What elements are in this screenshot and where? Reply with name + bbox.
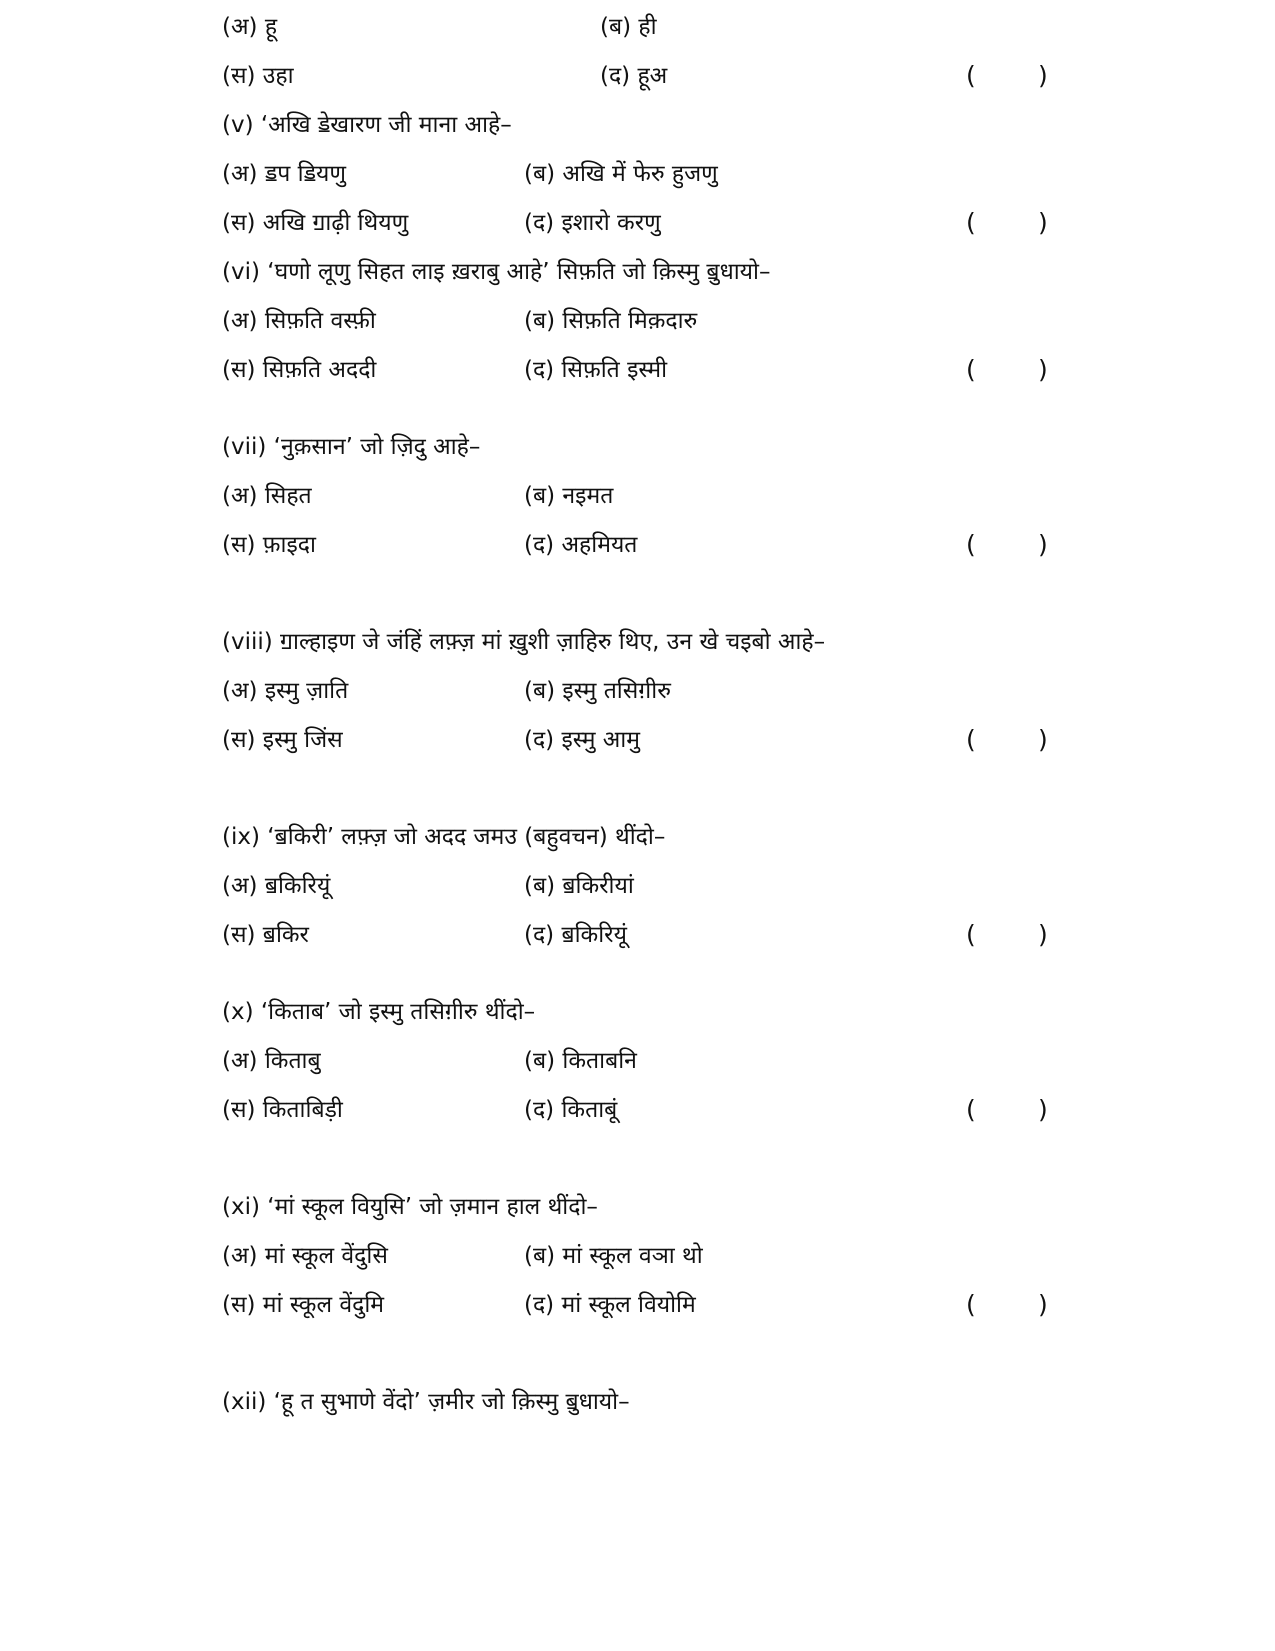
option-b-text: (ब) ॿकिरीयां bbox=[524, 873, 634, 899]
option-a-text: (अ) ॿकिरियूं bbox=[222, 873, 331, 899]
question-text: (vii) ‘नुक़सान’ जो ज़िदु आहे– bbox=[222, 434, 481, 460]
close-paren: ) bbox=[1038, 1290, 1048, 1319]
option-row bbox=[222, 1289, 696, 1321]
open-paren: ( bbox=[966, 355, 976, 384]
option-a-text: (अ) सिफ़ति वस्फ़ी bbox=[222, 308, 376, 334]
question-line bbox=[222, 626, 825, 658]
question-line bbox=[222, 431, 480, 463]
open-paren: ( bbox=[966, 920, 976, 949]
option-b-text: (द) किताबूं bbox=[524, 1097, 618, 1123]
option-row bbox=[222, 724, 641, 756]
option-a-text: (स) किताबिड़ी bbox=[222, 1097, 343, 1123]
close-paren: ) bbox=[1038, 920, 1048, 949]
close-paren: ) bbox=[1038, 61, 1048, 90]
question-line bbox=[222, 1191, 598, 1223]
option-row bbox=[222, 480, 614, 512]
close-paren: ) bbox=[1038, 725, 1048, 754]
open-paren: ( bbox=[966, 61, 976, 90]
open-paren: ( bbox=[966, 725, 976, 754]
option-a-text: (स) सिफ़ति अददी bbox=[222, 357, 377, 383]
close-paren: ) bbox=[1038, 530, 1048, 559]
option-b-text: (ब) अखि में फेरु हुजणु bbox=[524, 161, 718, 187]
option-b-text: (द) ॿकिरियूं bbox=[524, 922, 627, 948]
close-paren: ) bbox=[1038, 1095, 1048, 1124]
option-a-text: (स) अखि ॻाढ़ी थियणु bbox=[222, 210, 409, 236]
option-a-text: (स) फ़ाइदा bbox=[222, 532, 316, 558]
option-a-text: (अ) इस्मु ज़ाति bbox=[222, 678, 349, 704]
option-row bbox=[222, 870, 634, 902]
question-line bbox=[222, 996, 535, 1028]
question-text: (v) ‘अखि ॾेखारण जी माना आहे– bbox=[222, 112, 512, 138]
option-row bbox=[222, 60, 668, 92]
option-a-text: (अ) मां स्कूल वेंदुसि bbox=[222, 1243, 388, 1269]
option-row bbox=[222, 354, 668, 386]
question-text: (viii) ॻाल्हाइण जे जंहिं लफ़्ज़ मां ख़ुशी ज़ाहिरु थिए, उन खे चइबो आहे– bbox=[222, 629, 826, 655]
question-line bbox=[222, 821, 665, 853]
open-paren: ( bbox=[966, 1290, 976, 1319]
option-row bbox=[222, 11, 657, 43]
question-text: (xii) ‘हू त सुभाणे वेंदो’ ज़मीर जो क़िस्मु ॿुधायो– bbox=[222, 1389, 630, 1415]
open-paren: ( bbox=[966, 208, 976, 237]
option-b-text: (द) इस्मु आमु bbox=[524, 727, 641, 753]
option-b-text: (द) हूअ bbox=[600, 63, 668, 89]
option-a-text: (अ) हू bbox=[222, 14, 278, 40]
option-row bbox=[222, 675, 671, 707]
close-paren: ) bbox=[1038, 208, 1048, 237]
option-b-text: (ब) किताबनि bbox=[524, 1048, 637, 1074]
option-b-text: (द) अहमियत bbox=[524, 532, 638, 558]
open-paren: ( bbox=[966, 530, 976, 559]
option-b-text: (ब) सिफ़ति मिक़दारु bbox=[524, 308, 698, 334]
option-b-text: (द) मां स्कूल वियोमि bbox=[524, 1292, 696, 1318]
option-a-text: (अ) सिहत bbox=[222, 483, 312, 509]
option-b-text: (द) सिफ़ति इस्मी bbox=[524, 357, 668, 383]
question-text: (xi) ‘मां स्कूल वियुसि’ जो ज़मान हाल थींदो– bbox=[222, 1194, 598, 1220]
option-a-text: (स) ॿकिर bbox=[222, 922, 309, 948]
option-b-text: (द) इशारो करणु bbox=[524, 210, 661, 236]
option-row bbox=[222, 305, 698, 337]
question-line bbox=[222, 1386, 630, 1418]
option-row bbox=[222, 1045, 637, 1077]
open-paren: ( bbox=[966, 1095, 976, 1124]
option-a-text: (अ) किताबु bbox=[222, 1048, 321, 1074]
option-a-text: (अ) ॾप ॾियणु bbox=[222, 161, 347, 187]
question-line bbox=[222, 256, 770, 288]
option-a-text: (स) इस्मु जिंस bbox=[222, 727, 343, 753]
option-row bbox=[222, 158, 718, 190]
option-a-text: (स) मां स्कूल वेंदुमि bbox=[222, 1292, 385, 1318]
option-row bbox=[222, 207, 661, 239]
option-row bbox=[222, 919, 627, 951]
question-text: (x) ‘किताब’ जो इस्मु तसिग़ीरु थींदो– bbox=[222, 999, 536, 1025]
option-row bbox=[222, 529, 638, 561]
option-b-text: (ब) ही bbox=[600, 14, 657, 40]
option-b-text: (ब) इस्मु तसिग़ीरु bbox=[524, 678, 671, 704]
option-row bbox=[222, 1240, 703, 1272]
option-b-text: (ब) नइमत bbox=[524, 483, 614, 509]
close-paren: ) bbox=[1038, 355, 1048, 384]
question-text: (vi) ‘घणो लूणु सिहत लाइ ख़राबु आहे’ सिफ़ति जो क़िस्मु ॿुधायो– bbox=[222, 259, 771, 285]
option-a-text: (स) उहा bbox=[222, 63, 294, 89]
question-text: (ix) ‘ॿकिरी’ लफ़्ज़ जो अदद जमउ (बहुवचन) थींदो– bbox=[222, 824, 666, 850]
question-line bbox=[222, 109, 512, 141]
option-b-text: (ब) मां स्कूल वञा थो bbox=[524, 1243, 703, 1269]
option-row bbox=[222, 1094, 618, 1126]
